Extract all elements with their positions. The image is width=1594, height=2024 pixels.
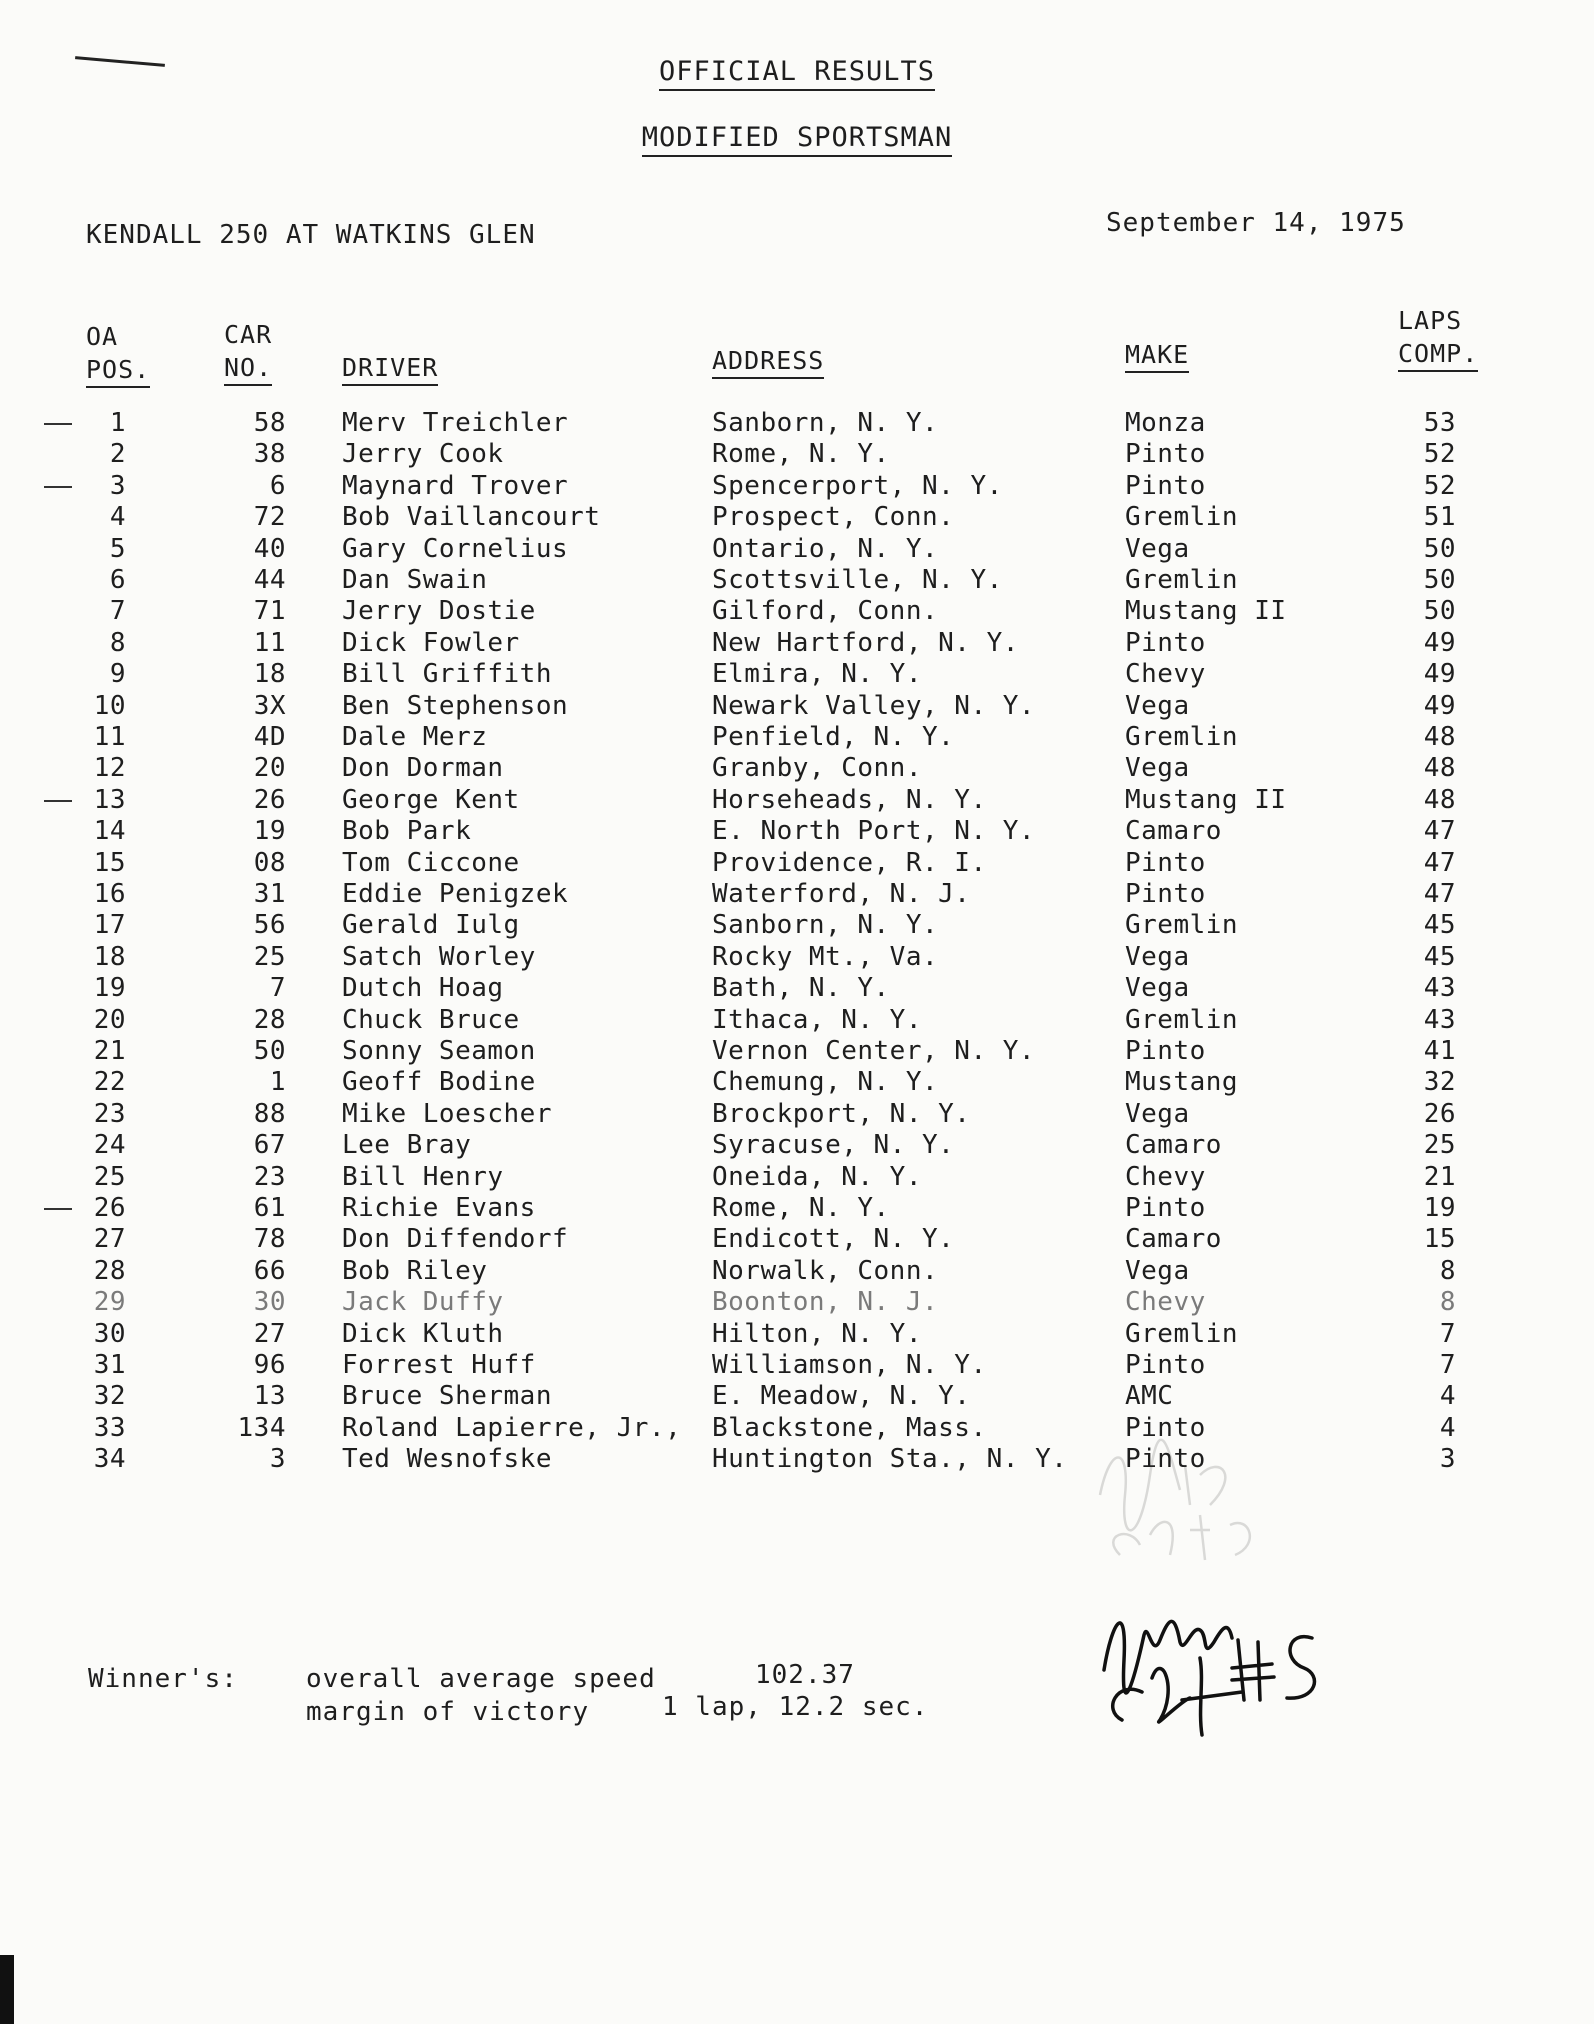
table-row <box>0 1287 1594 1319</box>
row-make: Gremlin <box>1125 910 1239 940</box>
table-row <box>0 1005 1594 1037</box>
table-row <box>0 596 1594 628</box>
row-car-number: 58 <box>253 408 286 438</box>
row-position: 26 <box>93 1193 126 1223</box>
row-address: Elmira, N. Y. <box>712 659 922 689</box>
row-make: Pinto <box>1125 628 1206 658</box>
row-position: 3 <box>109 471 126 501</box>
row-driver: Don Diffendorf <box>342 1224 569 1254</box>
row-car-number: 56 <box>253 910 286 940</box>
row-position: 33 <box>93 1413 126 1443</box>
row-car-number: 72 <box>253 502 286 532</box>
row-car-number: 31 <box>253 879 286 909</box>
row-make: AMC <box>1125 1381 1174 1411</box>
row-make: Gremlin <box>1125 1005 1239 1035</box>
row-driver: Dick Fowler <box>342 628 520 658</box>
row-car-number: 20 <box>253 753 286 783</box>
row-make: Gremlin <box>1125 722 1239 752</box>
col-header-pos: OA POS. <box>86 320 150 388</box>
row-driver: Geoff Bodine <box>342 1067 536 1097</box>
row-laps: 25 <box>1423 1130 1456 1160</box>
table-row <box>0 785 1594 817</box>
row-position: 8 <box>109 628 126 658</box>
row-car-number: 78 <box>253 1224 286 1254</box>
row-driver: Dan Swain <box>342 565 488 595</box>
table-row <box>0 1036 1594 1068</box>
row-address: Huntington Sta., N. Y. <box>712 1444 1068 1474</box>
table-row <box>0 816 1594 848</box>
row-position: 22 <box>93 1067 126 1097</box>
row-address: Brockport, N. Y. <box>712 1099 971 1129</box>
row-driver: Don Dorman <box>342 753 504 783</box>
row-driver: Bruce Sherman <box>342 1381 552 1411</box>
row-address: Hilton, N. Y. <box>712 1319 922 1349</box>
row-address: Vernon Center, N. Y. <box>712 1036 1036 1066</box>
footer-margin-label: margin of victory <box>306 1697 590 1727</box>
row-laps: 47 <box>1423 848 1456 878</box>
row-laps: 48 <box>1423 785 1456 815</box>
table-row <box>0 534 1594 566</box>
row-position: 29 <box>93 1287 126 1317</box>
row-address: Spencerport, N. Y. <box>712 471 1003 501</box>
row-position: 7 <box>109 596 126 626</box>
row-car-number: 38 <box>253 439 286 469</box>
row-driver: Gary Cornelius <box>342 534 569 564</box>
row-make: Gremlin <box>1125 565 1239 595</box>
row-make: Camaro <box>1125 1130 1222 1160</box>
footer-speed-label: overall average speed <box>306 1664 656 1694</box>
row-address: Prospect, Conn. <box>712 502 955 532</box>
row-position: 31 <box>93 1350 126 1380</box>
row-address: Granby, Conn. <box>712 753 922 783</box>
row-laps: 19 <box>1423 1193 1456 1223</box>
row-address: E. Meadow, N. Y. <box>712 1381 971 1411</box>
row-address: Horseheads, N. Y. <box>712 785 987 815</box>
row-driver: Dutch Hoag <box>342 973 504 1003</box>
scan-edge <box>0 1955 14 2024</box>
row-make: Pinto <box>1125 848 1206 878</box>
event-name: KENDALL 250 AT WATKINS GLEN <box>86 220 536 250</box>
row-make: Vega <box>1125 1256 1190 1286</box>
row-position: 18 <box>93 942 126 972</box>
row-car-number: 61 <box>253 1193 286 1223</box>
row-address: Waterford, N. J. <box>712 879 971 909</box>
table-row <box>0 942 1594 974</box>
row-laps: 49 <box>1423 691 1456 721</box>
table-row <box>0 439 1594 471</box>
row-laps: 32 <box>1423 1067 1456 1097</box>
row-address: Oneida, N. Y. <box>712 1162 922 1192</box>
row-address: Newark Valley, N. Y. <box>712 691 1036 721</box>
row-laps: 52 <box>1423 439 1456 469</box>
row-position: 6 <box>109 565 126 595</box>
table-row <box>0 973 1594 1005</box>
row-car-number: 96 <box>253 1350 286 1380</box>
event-date: September 14, 1975 <box>1106 208 1406 238</box>
table-row <box>0 691 1594 723</box>
row-laps: 7 <box>1439 1319 1456 1349</box>
row-address: Sanborn, N. Y. <box>712 910 939 940</box>
row-position: 10 <box>93 691 126 721</box>
row-make: Vega <box>1125 942 1190 972</box>
row-make: Pinto <box>1125 1036 1206 1066</box>
row-make: Pinto <box>1125 1350 1206 1380</box>
table-row <box>0 1067 1594 1099</box>
row-laps: 4 <box>1439 1381 1456 1411</box>
signature <box>1082 1580 1342 1750</box>
row-laps: 49 <box>1423 628 1456 658</box>
col-header-make: MAKE <box>1125 338 1189 373</box>
row-driver: Chuck Bruce <box>342 1005 520 1035</box>
row-car-number: 3X <box>253 691 286 721</box>
table-row <box>0 628 1594 660</box>
row-laps: 4 <box>1439 1413 1456 1443</box>
row-car-number: 19 <box>253 816 286 846</box>
row-driver: Bill Henry <box>342 1162 504 1192</box>
row-driver: Gerald Iulg <box>342 910 520 940</box>
row-laps: 43 <box>1423 973 1456 1003</box>
row-make: Chevy <box>1125 659 1206 689</box>
row-address: Ontario, N. Y. <box>712 534 939 564</box>
row-address: Bath, N. Y. <box>712 973 890 1003</box>
row-position: 28 <box>93 1256 126 1286</box>
row-laps: 7 <box>1439 1350 1456 1380</box>
table-row <box>0 1413 1594 1445</box>
table-row <box>0 471 1594 503</box>
footer-winner-label: Winner's: <box>88 1664 238 1694</box>
row-driver: Dick Kluth <box>342 1319 504 1349</box>
row-car-number: 7 <box>269 973 286 1003</box>
row-make: Vega <box>1125 1099 1190 1129</box>
row-driver: Satch Worley <box>342 942 536 972</box>
table-row <box>0 753 1594 785</box>
row-laps: 47 <box>1423 816 1456 846</box>
row-car-number: 1 <box>269 1067 286 1097</box>
col-header-car: CAR NO. <box>224 318 272 386</box>
row-car-number: 44 <box>253 565 286 595</box>
row-address: E. North Port, N. Y. <box>712 816 1036 846</box>
table-row <box>0 1193 1594 1225</box>
footer-margin-value: 1 lap, 12.2 sec. <box>662 1692 929 1722</box>
row-position: 34 <box>93 1444 126 1474</box>
row-car-number: 13 <box>253 1381 286 1411</box>
row-position: 11 <box>93 722 126 752</box>
row-laps: 50 <box>1423 596 1456 626</box>
row-address: Rome, N. Y. <box>712 439 890 469</box>
table-row <box>0 1099 1594 1131</box>
row-address: Rocky Mt., Va. <box>712 942 939 972</box>
row-laps: 26 <box>1423 1099 1456 1129</box>
row-car-number: 67 <box>253 1130 286 1160</box>
row-driver: Maynard Trover <box>342 471 569 501</box>
document-subtitle: MODIFIED SPORTSMAN <box>0 122 1594 153</box>
row-driver: Jerry Cook <box>342 439 504 469</box>
row-driver: Forrest Huff <box>342 1350 536 1380</box>
row-car-number: 30 <box>253 1287 286 1317</box>
row-car-number: 71 <box>253 596 286 626</box>
row-position: 13 <box>93 785 126 815</box>
row-laps: 53 <box>1423 408 1456 438</box>
row-make: Pinto <box>1125 439 1206 469</box>
row-laps: 8 <box>1439 1256 1456 1286</box>
row-position: 25 <box>93 1162 126 1192</box>
row-car-number: 27 <box>253 1319 286 1349</box>
pen-mark <box>44 423 72 425</box>
row-laps: 48 <box>1423 722 1456 752</box>
row-address: Williamson, N. Y. <box>712 1350 987 1380</box>
row-make: Pinto <box>1125 1444 1206 1474</box>
table-row <box>0 1224 1594 1256</box>
row-position: 14 <box>93 816 126 846</box>
row-laps: 3 <box>1439 1444 1456 1474</box>
row-address: Rome, N. Y. <box>712 1193 890 1223</box>
row-make: Monza <box>1125 408 1206 438</box>
row-laps: 43 <box>1423 1005 1456 1035</box>
row-laps: 52 <box>1423 471 1456 501</box>
table-row <box>0 659 1594 691</box>
row-driver: Tom Ciccone <box>342 848 520 878</box>
row-car-number: 40 <box>253 534 286 564</box>
row-address: New Hartford, N. Y. <box>712 628 1019 658</box>
row-driver: Dale Merz <box>342 722 488 752</box>
pen-mark <box>44 800 72 802</box>
row-make: Vega <box>1125 691 1190 721</box>
row-address: Blackstone, Mass. <box>712 1413 987 1443</box>
row-driver: Jerry Dostie <box>342 596 536 626</box>
row-position: 16 <box>93 879 126 909</box>
row-driver: George Kent <box>342 785 520 815</box>
row-address: Penfield, N. Y. <box>712 722 955 752</box>
row-driver: Mike Loescher <box>342 1099 552 1129</box>
row-position: 20 <box>93 1005 126 1035</box>
table-row <box>0 722 1594 754</box>
row-laps: 47 <box>1423 879 1456 909</box>
table-row <box>0 848 1594 880</box>
row-make: Mustang II <box>1125 596 1287 626</box>
row-address: Chemung, N. Y. <box>712 1067 939 1097</box>
row-position: 2 <box>109 439 126 469</box>
pen-mark <box>44 486 72 488</box>
row-make: Pinto <box>1125 879 1206 909</box>
row-position: 12 <box>93 753 126 783</box>
row-make: Gremlin <box>1125 1319 1239 1349</box>
bleed-through-signature <box>1090 1435 1310 1585</box>
row-car-number: 66 <box>253 1256 286 1286</box>
row-make: Mustang <box>1125 1067 1239 1097</box>
row-position: 32 <box>93 1381 126 1411</box>
row-position: 23 <box>93 1099 126 1129</box>
row-position: 15 <box>93 848 126 878</box>
row-make: Chevy <box>1125 1162 1206 1192</box>
row-address: Syracuse, N. Y. <box>712 1130 955 1160</box>
row-laps: 49 <box>1423 659 1456 689</box>
row-address: Ithaca, N. Y. <box>712 1005 922 1035</box>
row-make: Chevy <box>1125 1287 1206 1317</box>
row-driver: Bob Park <box>342 816 472 846</box>
row-driver: Ted Wesnofske <box>342 1444 552 1474</box>
row-position: 17 <box>93 910 126 940</box>
table-row <box>0 1256 1594 1288</box>
row-driver: Bill Griffith <box>342 659 552 689</box>
row-make: Pinto <box>1125 1193 1206 1223</box>
table-row <box>0 1319 1594 1351</box>
row-position: 30 <box>93 1319 126 1349</box>
row-laps: 21 <box>1423 1162 1456 1192</box>
table-row <box>0 1130 1594 1162</box>
row-car-number: 08 <box>253 848 286 878</box>
row-make: Gremlin <box>1125 502 1239 532</box>
table-row <box>0 1350 1594 1382</box>
row-make: Pinto <box>1125 471 1206 501</box>
row-position: 5 <box>109 534 126 564</box>
row-address: Providence, R. I. <box>712 848 987 878</box>
row-laps: 45 <box>1423 910 1456 940</box>
row-address: Sanborn, N. Y. <box>712 408 939 438</box>
row-car-number: 88 <box>253 1099 286 1129</box>
row-position: 1 <box>109 408 126 438</box>
row-laps: 41 <box>1423 1036 1456 1066</box>
row-position: 4 <box>109 502 126 532</box>
row-position: 24 <box>93 1130 126 1160</box>
footer-speed-value: 102.37 <box>755 1660 855 1690</box>
row-driver: Jack Duffy <box>342 1287 504 1317</box>
row-car-number: 28 <box>253 1005 286 1035</box>
row-car-number: 23 <box>253 1162 286 1192</box>
row-address: Norwalk, Conn. <box>712 1256 939 1286</box>
table-row <box>0 879 1594 911</box>
table-row <box>0 1162 1594 1194</box>
row-car-number: 50 <box>253 1036 286 1066</box>
row-driver: Merv Treichler <box>342 408 569 438</box>
row-make: Vega <box>1125 753 1190 783</box>
row-driver: Bob Riley <box>342 1256 488 1286</box>
row-driver: Sonny Seamon <box>342 1036 536 1066</box>
row-make: Pinto <box>1125 1413 1206 1443</box>
row-car-number: 26 <box>253 785 286 815</box>
table-row <box>0 1381 1594 1413</box>
row-address: Endicott, N. Y. <box>712 1224 955 1254</box>
row-laps: 50 <box>1423 534 1456 564</box>
row-position: 9 <box>109 659 126 689</box>
row-make: Vega <box>1125 534 1190 564</box>
row-make: Camaro <box>1125 1224 1222 1254</box>
row-position: 27 <box>93 1224 126 1254</box>
row-address: Gilford, Conn. <box>712 596 939 626</box>
row-car-number: 134 <box>237 1413 286 1443</box>
row-car-number: 3 <box>269 1444 286 1474</box>
row-make: Camaro <box>1125 816 1222 846</box>
row-driver: Eddie Penigzek <box>342 879 569 909</box>
row-laps: 15 <box>1423 1224 1456 1254</box>
table-row <box>0 910 1594 942</box>
row-car-number: 18 <box>253 659 286 689</box>
row-driver: Ben Stephenson <box>342 691 569 721</box>
row-address: Scottsville, N. Y. <box>712 565 1003 595</box>
row-position: 21 <box>93 1036 126 1066</box>
row-car-number: 6 <box>269 471 286 501</box>
row-laps: 51 <box>1423 502 1456 532</box>
table-row <box>0 1444 1594 1476</box>
table-row <box>0 408 1594 440</box>
table-row <box>0 502 1594 534</box>
pen-mark <box>44 1208 72 1210</box>
row-driver: Richie Evans <box>342 1193 536 1223</box>
row-car-number: 11 <box>253 628 286 658</box>
row-laps: 45 <box>1423 942 1456 972</box>
row-driver: Bob Vaillancourt <box>342 502 601 532</box>
col-header-driver: DRIVER <box>342 351 438 386</box>
row-make: Mustang II <box>1125 785 1287 815</box>
row-position: 19 <box>93 973 126 1003</box>
row-driver: Lee Bray <box>342 1130 472 1160</box>
row-driver: Roland Lapierre, Jr., <box>342 1413 682 1443</box>
row-make: Vega <box>1125 973 1190 1003</box>
table-row <box>0 565 1594 597</box>
row-car-number: 4D <box>253 722 286 752</box>
row-laps: 8 <box>1439 1287 1456 1317</box>
row-address: Boonton, N. J. <box>712 1287 939 1317</box>
col-header-address: ADDRESS <box>712 344 824 379</box>
row-laps: 50 <box>1423 565 1456 595</box>
row-laps: 48 <box>1423 753 1456 783</box>
row-car-number: 25 <box>253 942 286 972</box>
col-header-laps: LAPS COMP. <box>1398 304 1478 372</box>
document-title: OFFICIAL RESULTS <box>0 56 1594 87</box>
